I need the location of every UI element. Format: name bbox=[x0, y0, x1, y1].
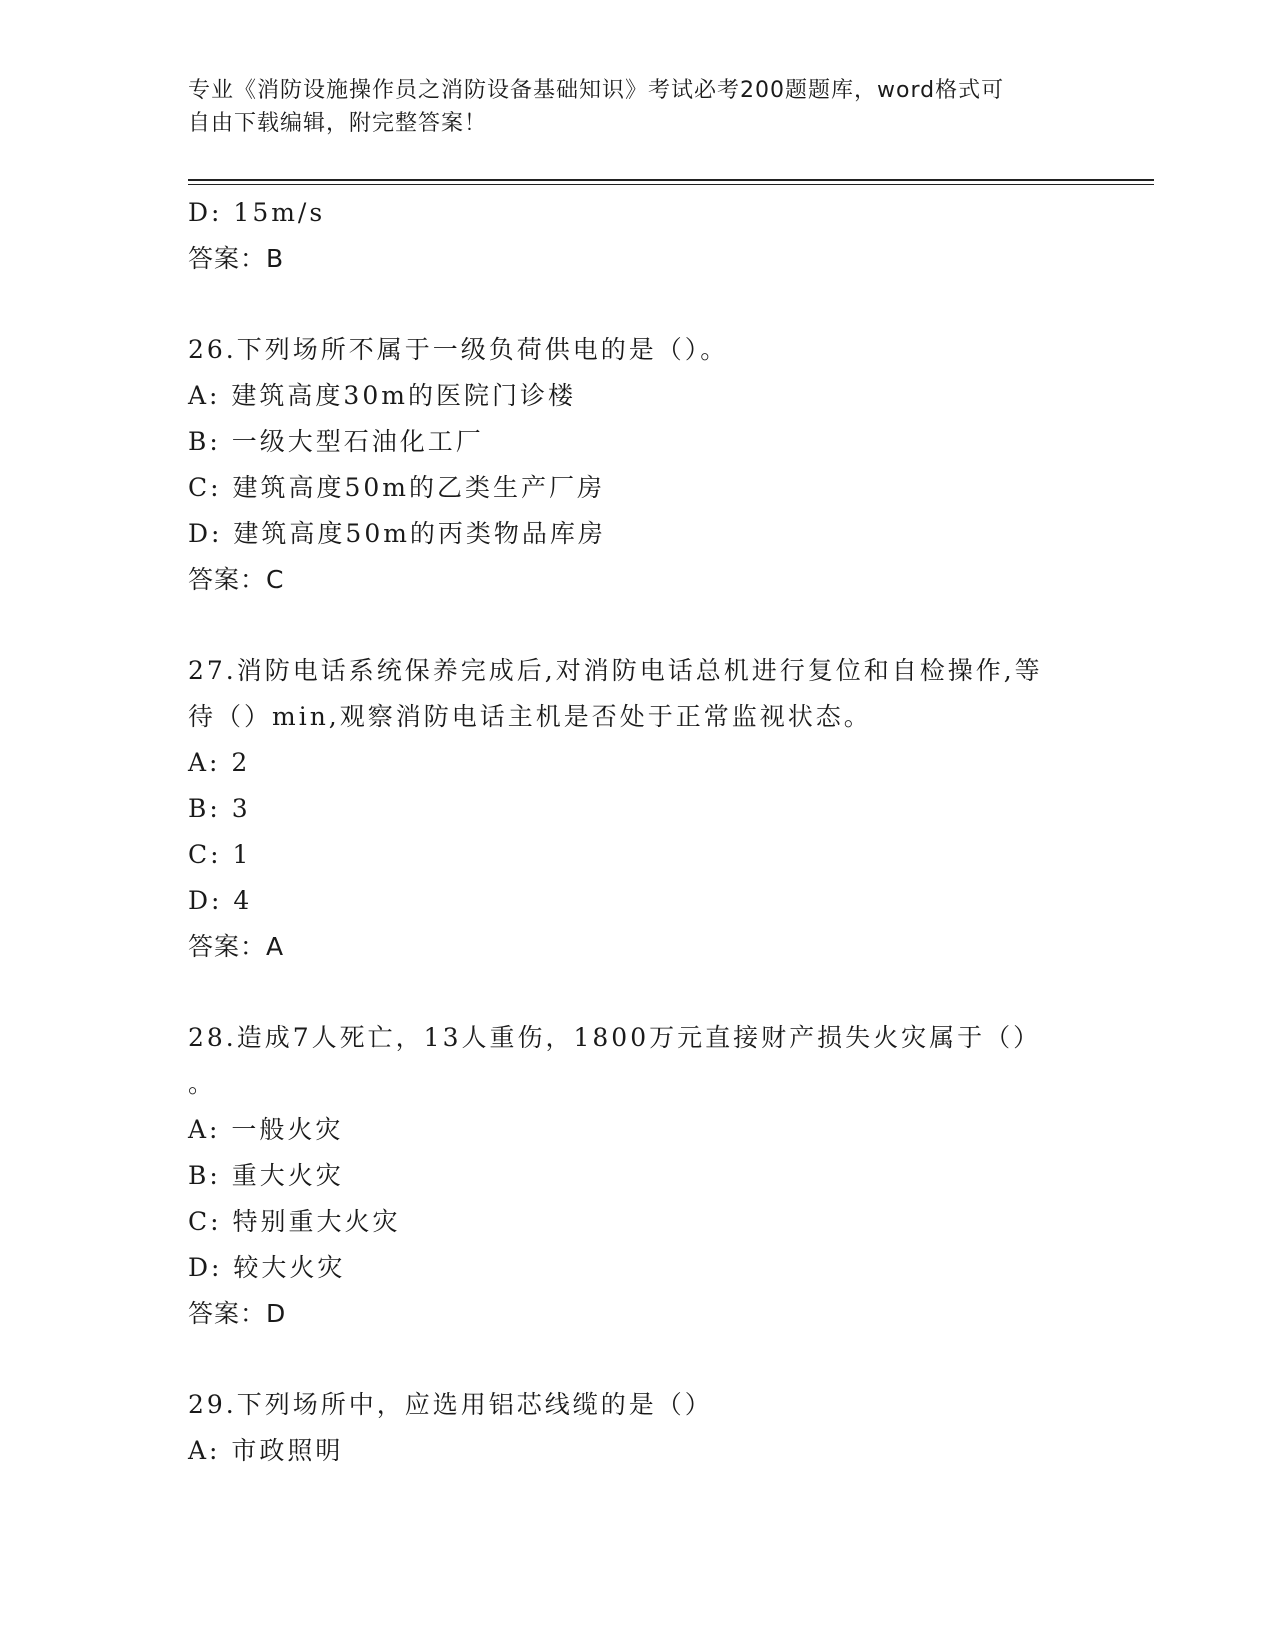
header-title-line-2: 自由下载编辑，附完整答案！ bbox=[188, 111, 488, 136]
answer: 答案：C bbox=[188, 565, 285, 594]
option-d: D: 15m/s bbox=[188, 198, 326, 227]
option-d: D: 较大火灾 bbox=[188, 1253, 346, 1282]
question-text-line-2: 待（）min,观察消防电话主机是否处于正常监视状态。 bbox=[188, 702, 872, 731]
header-rule-thick bbox=[188, 179, 1154, 181]
answer: 答案：D bbox=[188, 1299, 287, 1328]
option-d: D: 4 bbox=[188, 886, 253, 915]
question-text-line-1: 28.造成7人死亡，13人重伤，1800万元直接财产损失火灾属于（） bbox=[188, 1023, 1042, 1052]
question-26 bbox=[188, 327, 1088, 603]
answer: 答案：A bbox=[188, 932, 285, 961]
option-a: A: 建筑高度30m的医院门诊楼 bbox=[188, 381, 576, 410]
question-text-line-1: 27.消防电话系统保养完成后,对消防电话总机进行复位和自检操作,等 bbox=[188, 656, 1043, 685]
question-list bbox=[188, 190, 1088, 1474]
option-a: A: 一般火灾 bbox=[188, 1115, 344, 1144]
option-d: D: 建筑高度50m的丙类物品库房 bbox=[188, 519, 606, 548]
header-title-line-1: 专业《消防设施操作员之消防设备基础知识》考试必考200题题库，word格式可 bbox=[188, 78, 1005, 103]
question-text: 26.下列场所不属于一级负荷供电的是（）。 bbox=[188, 335, 729, 364]
question-text-line-2: 。 bbox=[188, 1069, 217, 1098]
header-rule-thin bbox=[188, 184, 1154, 185]
option-b: B: 3 bbox=[188, 794, 251, 823]
option-b: B: 一级大型石油化工厂 bbox=[188, 427, 484, 456]
question-29 bbox=[188, 1382, 1088, 1474]
question-text: 29.下列场所中，应选用铝芯线缆的是（） bbox=[188, 1390, 713, 1419]
option-c: C: 1 bbox=[188, 840, 252, 869]
question-27 bbox=[188, 648, 1088, 970]
document-header bbox=[188, 74, 1088, 140]
option-b: B: 重大火灾 bbox=[188, 1161, 344, 1190]
option-c: C: 特别重大火灾 bbox=[188, 1207, 401, 1236]
option-a: A: 2 bbox=[188, 748, 251, 777]
question-25-tail bbox=[188, 190, 1088, 282]
option-c: C: 建筑高度50m的乙类生产厂房 bbox=[188, 473, 606, 502]
question-28 bbox=[188, 1015, 1088, 1337]
option-a: A: 市政照明 bbox=[188, 1436, 344, 1465]
answer: 答案：B bbox=[188, 244, 285, 273]
